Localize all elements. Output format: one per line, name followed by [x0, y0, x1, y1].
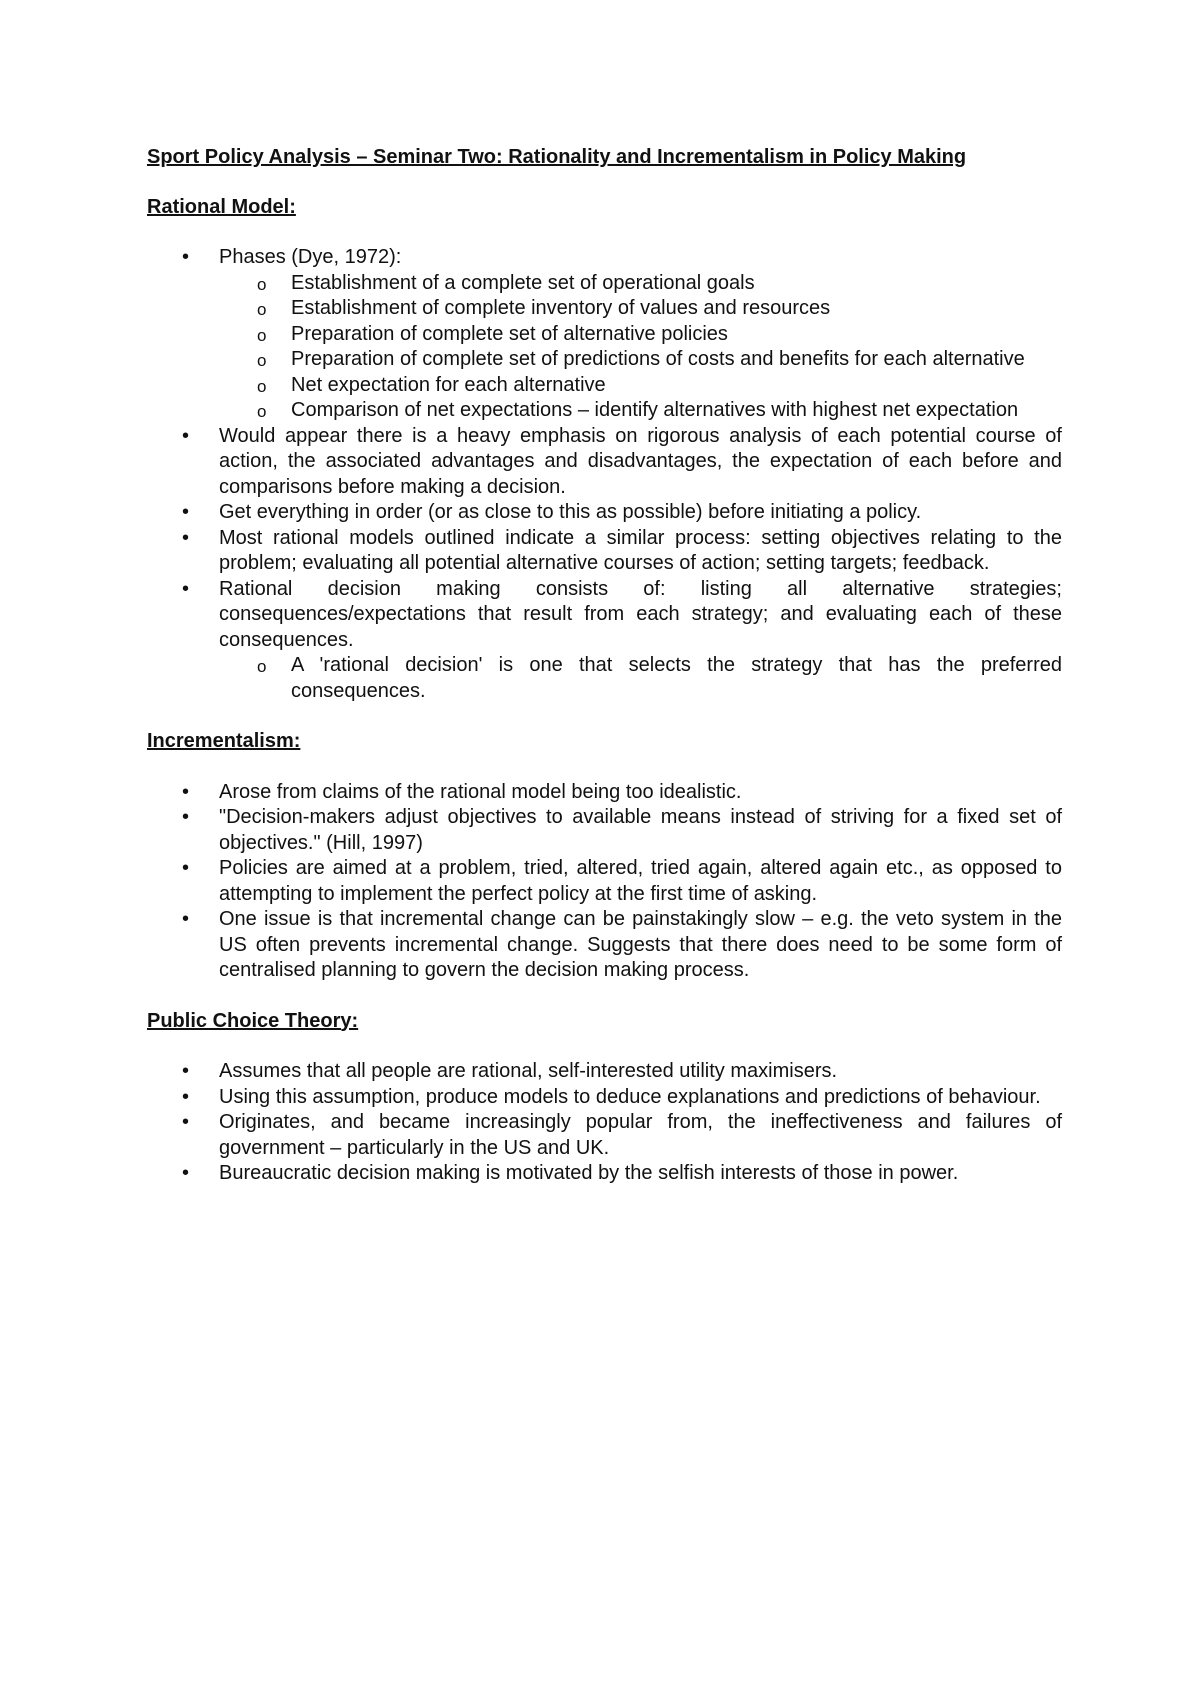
- document-title: Sport Policy Analysis – Seminar Two: Rationality and Incrementalism in Policy Making: [147, 146, 967, 168]
- list-item: [147, 577, 1062, 705]
- sub-list-item-text: Establishment of complete inventory of values and resources: [291, 297, 831, 319]
- bullet-icon: [182, 907, 189, 933]
- sub-list-item-text: Net expectation for each alternative: [291, 373, 606, 396]
- list-item-text: "Decision-makers adjust objectives to available means instead of striving for a fixed set of objectives." (Hill, 1997): [219, 806, 1062, 854]
- sub-list-item: [219, 373, 1062, 399]
- sub-bullet-icon: [257, 348, 266, 374]
- bullet-icon: [182, 577, 189, 603]
- list-item: [147, 805, 1062, 856]
- list-item-text: Rational decision making consists of: listing all alternative strategies; consequences/expectations that result from each strategy; and evaluating each of these consequences.: [219, 577, 1062, 651]
- list-item-text: Policies are aimed at a problem, tried, altered, tried again, altered again etc., as opposed to attempting to implement the perfect policy at the first time of asking.: [219, 857, 1062, 905]
- list-item-text: Phases (Dye, 1972):: [219, 246, 402, 268]
- list-item-text: Using this assumption, produce models to deduce explanations and predictions of behaviour.: [219, 1085, 1041, 1108]
- bullet-icon: [182, 245, 189, 271]
- sub-list-item-text: Establishment of a complete set of operational goals: [291, 271, 755, 294]
- sub-list: [219, 653, 1062, 704]
- sub-list-item: [219, 347, 1062, 373]
- list-item: [147, 1110, 1062, 1161]
- sub-bullet-icon: [257, 654, 266, 680]
- sub-list-item: [219, 322, 1062, 348]
- public-choice-theory-list: [147, 1059, 1062, 1187]
- section-heading-rational-model: Rational Model:: [147, 195, 296, 218]
- list-item-text: Arose from claims of the rational model being too idealistic.: [219, 780, 742, 803]
- list-item: [147, 856, 1062, 907]
- list-item: [147, 1161, 1062, 1187]
- document-page: [147, 145, 1062, 1212]
- sub-bullet-icon: [257, 272, 266, 298]
- rational-model-list: [147, 245, 1062, 704]
- incrementalism-list: [147, 780, 1062, 984]
- list-item-text: One issue is that incremental change can be painstakingly slow – e.g. the veto system in the US often prevents incremental change. Suggests that there does need to be some form of centralised planning to govern the decision making process.: [219, 908, 1062, 981]
- list-item: [147, 907, 1062, 984]
- bullet-icon: [182, 526, 189, 552]
- list-item-text: Would appear there is a heavy emphasis on rigorous analysis of each potential course of action, the associated advantages and disadvantages, the expectation of each before and comparisons before making a decision.: [219, 424, 1062, 498]
- sub-list-item-text: A 'rational decision' is one that selects the strategy that has the preferred consequences.: [291, 654, 1062, 702]
- sub-bullet-icon: [257, 297, 266, 323]
- section-heading-incrementalism: Incrementalism:: [147, 730, 301, 752]
- bullet-icon: [182, 1085, 189, 1111]
- sub-bullet-icon: [257, 374, 266, 400]
- sub-list: [219, 271, 1062, 424]
- list-item-text: Bureaucratic decision making is motivated by the selfish interests of those in power.: [219, 1162, 959, 1184]
- list-item: [147, 424, 1062, 501]
- sub-list-item: [219, 271, 1062, 297]
- sub-bullet-icon: [257, 399, 266, 425]
- list-item: [147, 1059, 1062, 1085]
- bullet-icon: [182, 1059, 189, 1085]
- bullet-icon: [182, 780, 189, 806]
- list-item: [147, 1085, 1062, 1111]
- sub-list-item: [219, 398, 1062, 424]
- bullet-icon: [182, 1161, 189, 1187]
- list-item-text: Assumes that all people are rational, self-interested utility maximisers.: [219, 1060, 838, 1082]
- bullet-icon: [182, 500, 189, 526]
- bullet-icon: [182, 856, 189, 882]
- sub-list-item: [219, 653, 1062, 704]
- bullet-icon: [182, 424, 189, 450]
- bullet-icon: [182, 805, 189, 831]
- list-item-text: Get everything in order (or as close to this as possible) before initiating a policy.: [219, 501, 922, 523]
- list-item-text: Originates, and became increasingly popular from, the ineffectiveness and failures of government – particularly in the US and UK.: [219, 1111, 1062, 1159]
- sub-list-item-text: Preparation of complete set of alternative policies: [291, 322, 728, 345]
- sub-bullet-icon: [257, 323, 266, 349]
- section-heading-public-choice-theory: Public Choice Theory:: [147, 1009, 359, 1032]
- sub-list-item: [219, 296, 1062, 322]
- list-item: [147, 245, 1062, 424]
- list-item-text: Most rational models outlined indicate a similar process: setting objectives relating to the problem; evaluating all potential alternative courses of action; setting targets; feedback.: [219, 526, 1062, 574]
- list-item: [147, 780, 1062, 806]
- bullet-icon: [182, 1110, 189, 1136]
- list-item: [147, 526, 1062, 577]
- sub-list-item-text: Preparation of complete set of predictions of costs and benefits for each alternative: [291, 348, 1025, 370]
- list-item: [147, 500, 1062, 526]
- sub-list-item-text: Comparison of net expectations – identify alternatives with highest net expectation: [291, 399, 1019, 421]
